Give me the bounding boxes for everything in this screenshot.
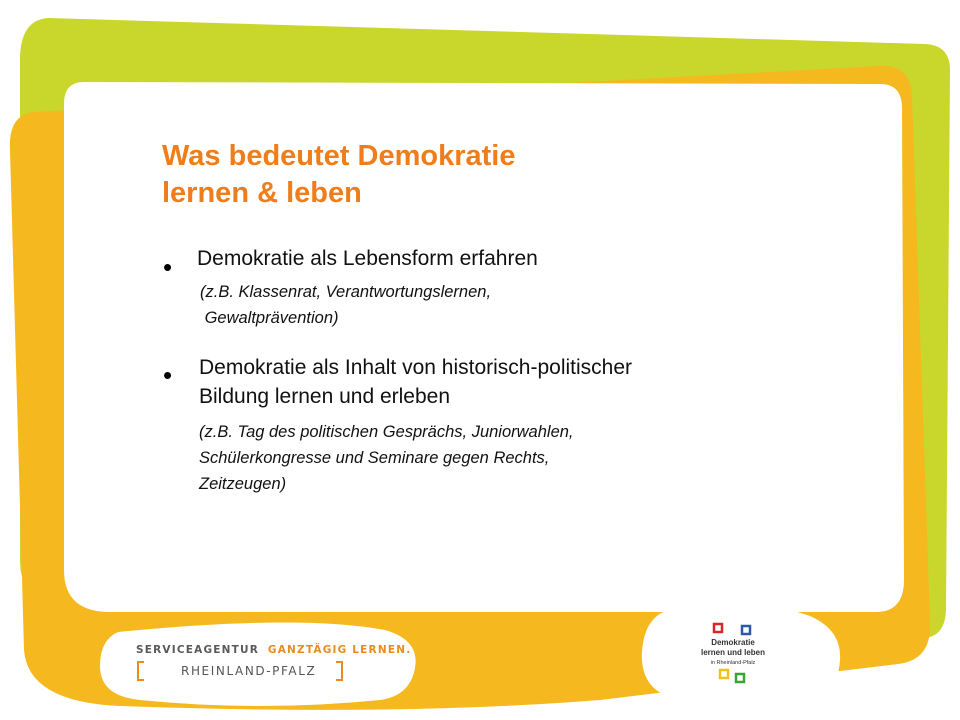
bullet-2-line-1: Demokratie als Inhalt von historisch-politischer	[199, 356, 633, 379]
logo-wordmark	[693, 638, 773, 668]
bullet-text-2	[199, 353, 632, 411]
bullet-note-2	[199, 419, 574, 497]
bullet-marker-2: •	[163, 360, 173, 390]
title-line-2: lernen & leben	[162, 177, 362, 209]
footer-region: RHEINLAND-PFALZ	[181, 664, 317, 678]
bullet-1-note-line-1: (z.B. Klassenrat, Verantwortungslernen,	[200, 283, 492, 301]
bullet-1-note-line-2: Gewaltprävention)	[200, 309, 339, 327]
org-name-right: GANZTÄGIG LERNEN.	[267, 644, 412, 656]
bullet-marker-1: •	[163, 252, 173, 282]
slide-title	[162, 138, 515, 212]
footer-org-name	[136, 644, 411, 656]
bullet-2-line-2: Bildung lernen und erleben	[199, 385, 451, 408]
bullet-2-note-line-2: Schülerkongresse und Seminare gegen Rechts,	[199, 449, 550, 467]
logo-line-3: in Rheinland-Pfalz	[710, 660, 756, 666]
logo-line-1: Demokratie	[711, 638, 755, 647]
title-line-1: Was bedeutet Demokratie	[162, 140, 516, 172]
bullet-2-note-line-1: (z.B. Tag des politischen Gesprächs, Juniorwahlen,	[199, 423, 574, 441]
org-name-left: SERVICEAGENTUR	[136, 644, 260, 656]
logo-line-2: lernen und leben	[700, 648, 765, 657]
bullet-1-line: Demokratie als Lebensform erfahren	[197, 247, 538, 270]
bullet-2-note-line-3: Zeitzeugen)	[199, 475, 287, 493]
bullet-note-1	[200, 279, 491, 331]
bullet-text-1	[197, 244, 538, 273]
